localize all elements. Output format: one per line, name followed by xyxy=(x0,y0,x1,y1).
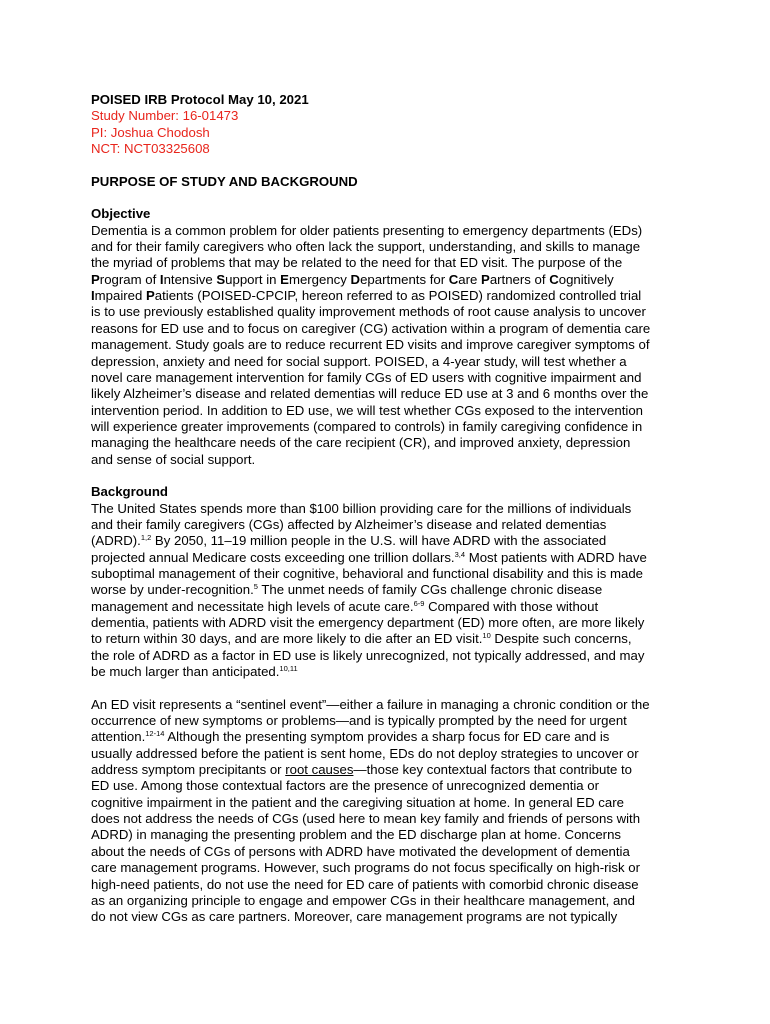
objective-paragraph xyxy=(91,223,687,468)
text-line: cognitive impairment in the patient and the caregiving situation at home. In general ED care xyxy=(91,794,624,810)
text-line: occurrence of new symptoms or problems—and is typically prompted by the need for urgent xyxy=(91,713,627,729)
citation: 12-14 xyxy=(145,729,165,739)
text-line: is to use previously established quality improvement methods of root cause analysis to uncover xyxy=(91,304,646,320)
background-paragraph xyxy=(91,501,687,681)
text-line: care management programs. However, such programs do not focus specifically on high-risk or xyxy=(91,860,640,876)
citation: 10 xyxy=(482,631,491,641)
text-line: attention.$^{12-14}$ Although the presenting symptom provides a sharp focus for ED care and is xyxy=(91,729,610,745)
text-line: Program of Intensive Support in Emergency Departments for Care Partners of Cognitively xyxy=(91,271,614,287)
text-line: The United States spends more than $100 billion providing care for the millions of individuals xyxy=(91,500,632,516)
text-line: managing the healthcare needs of the care recipient (CR), and improved anxiety, depression xyxy=(91,435,631,451)
root-causes-term: root causes xyxy=(285,762,354,778)
text-line: An ED visit represents a “sentinel event”—either a failure in managing a chronic condition or the xyxy=(91,696,650,712)
citation: 5 xyxy=(253,582,258,592)
text-line: novel care management intervention for family CGs of ED users with cognitive impairment and xyxy=(91,369,642,385)
text-line: does not address the needs of CGs (used here to mean key family and friends of persons with xyxy=(91,811,641,827)
nct-number: NCT: NCT03325608 xyxy=(91,141,210,157)
text-line: reasons for ED use and to focus on caregiver (CG) activation within a program of dementia care xyxy=(91,320,651,336)
text-line: usually addressed before the patient is sent home, EDs do not deploy strategies to uncover or xyxy=(91,745,639,761)
text-line: ED use. Among those contextual factors are the presence of unrecognized dementia or xyxy=(91,778,600,794)
text-line: and for their family caregivers who often lack the support, understanding, and skills to manage xyxy=(91,239,641,255)
text-line: be much larger than anticipated.$^{10,11}$ xyxy=(91,664,298,680)
text-line: (ADRD).$^{1,2}$ By 2050, 11–19 million people in the U.S. will have ADRD with the associated xyxy=(91,533,607,549)
text-line: as an organizing principle to engage and empower CGs in their healthcare management, and xyxy=(91,892,635,908)
text-line: Dementia is a common problem for older patients presenting to emergency departments (EDs) xyxy=(91,222,643,238)
text-line: dementia, patients with ADRD visit the emergency department (ED) more often, are more likely xyxy=(91,615,645,630)
study-number: Study Number: 16-01473 xyxy=(91,108,239,124)
text-line: suboptimal management of their cognitive, behavioral and functional disability and this is made xyxy=(91,565,643,581)
text-line: worse by under-recognition.$^5$ The unmet needs of family CGs challenge chronic disease xyxy=(91,582,603,598)
text-line: high-need patients, do not use the need for ED care of patients with comorbid chronic disease xyxy=(91,876,639,892)
principal-investigator: PI: Joshua Chodosh xyxy=(91,124,210,140)
citation: 10,11 xyxy=(279,664,298,674)
text-line: and sense of social support. xyxy=(91,451,256,467)
text-line: the myriad of problems that may be related to the need for that ED visit. The purpose of the xyxy=(91,255,623,271)
text-line: likely Alzheimer’s disease and related dementias will reduce ED use at 3 and 6 months over the xyxy=(91,386,649,402)
text-line: management. Study goals are to reduce recurrent ED visits and improve caregiver symptoms of xyxy=(91,337,650,353)
text-line: depression, anxiety and need for social support. POISED, a 4-year study, will test whether a xyxy=(91,353,627,369)
protocol-title: POISED IRB Protocol May 10, 2021 xyxy=(91,92,309,107)
text-line: about the needs of CGs of persons with ADRD have motivated the development of dementia xyxy=(91,843,630,859)
citation: 6-9 xyxy=(413,598,425,608)
text-line: and their family caregivers (CGs) affected by Alzheimer’s disease and related dementias xyxy=(91,516,607,532)
objective-heading: Objective xyxy=(91,206,151,222)
text-line: Impaired Patients (POISED-CPCIP, hereon referred to as POISED) randomized controlled trial xyxy=(91,288,642,304)
text-line: to return within 30 days, and are more likely to die after an ED visit.$^{10}$ Despite such concerns, xyxy=(91,631,632,647)
background-heading: Background xyxy=(91,484,168,500)
citation: 1,2 xyxy=(140,533,152,543)
text-line: do not view CGs as care partners. Moreover, care management programs are not typically xyxy=(91,909,618,925)
text-line: projected annual Medicare costs exceeding one trillion dollars.$^{3,4}$ Most patients with ADRD have xyxy=(91,549,647,565)
text-line: address symptom precipitants or root causes—those key contextual factors that contribute to xyxy=(91,762,632,778)
text-line: intervention period. In addition to ED use, we will test whether CGs exposed to the intervention xyxy=(91,402,643,418)
ed-visit-paragraph xyxy=(91,697,687,926)
text-line: ADRD) in managing the presenting problem and the ED discharge plan at home. Concerns xyxy=(91,827,621,843)
citation: 3,4 xyxy=(454,549,466,559)
text-line: will experience greater improvements (compared to controls) in family caregiving confidence in xyxy=(91,418,643,434)
text-line: management and necessitate high levels of acute care.$^{6-9}$ Compared with those without xyxy=(91,598,599,614)
document-body xyxy=(91,92,687,926)
text-line: the role of ADRD as a factor in ED use is likely unrecognized, not typically addressed, and may xyxy=(91,647,645,663)
section-title: PURPOSE OF STUDY AND BACKGROUND xyxy=(91,173,358,189)
